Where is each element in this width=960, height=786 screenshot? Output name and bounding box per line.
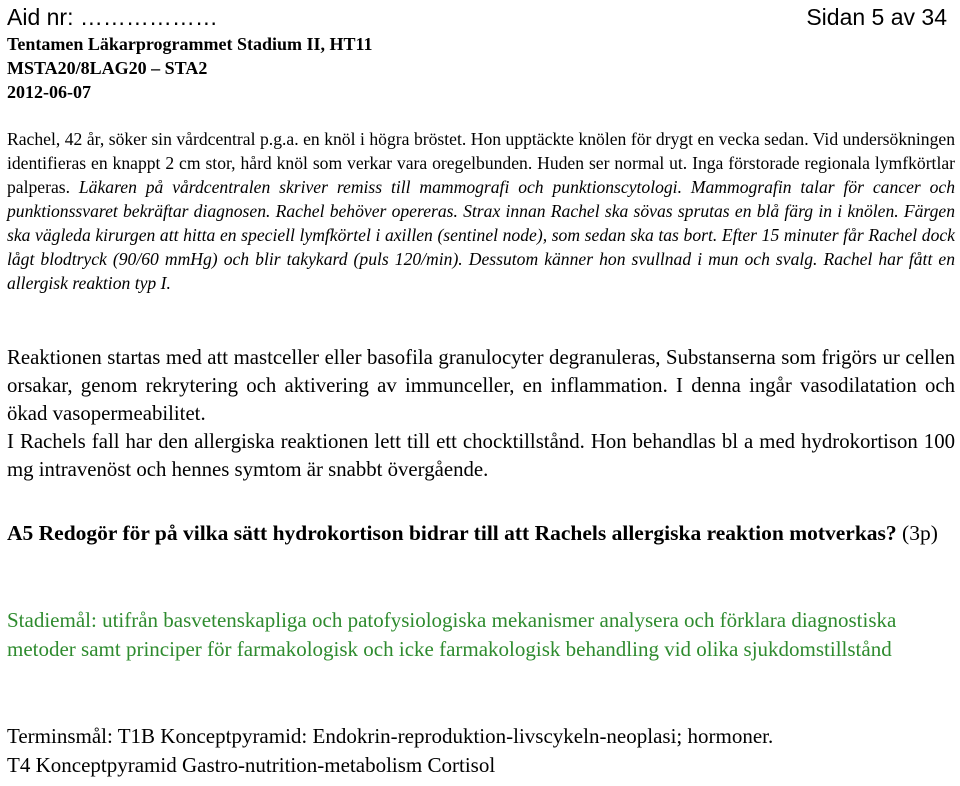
- answer-paragraph-1: Reaktionen startas med att mastceller eller basofila granulocyter degranuleras, Substanserna som frigörs ur cellen orsakar, genom rekrytering och aktivering av immunceller, en inflammation. I denna ingår vasodilatation och ökad vasopermeabilitet.: [7, 346, 955, 425]
- case-text-regular: Rachel, 42 år, söker sin vårdcentral p.g.a. en knöl i högra bröstet. Hon upptäckte knölen för drygt en vecka sedan. Vid undersökningen identifieras en knappt 2 cm stor, hård knöl som verkar vara oregelbunden. Huden ser normal ut. Inga förstorade regionala lymfkörtlar palperas.: [7, 129, 955, 197]
- term-goal-line-1: Terminsmål: T1B Konceptpyramid: Endokrin-reproduktion-livscykeln-neoplasi; hormoner.: [7, 724, 774, 748]
- answer-paragraph-2: I Rachels fall har den allergiska reaktionen lett till ett chocktillstånd. Hon behandlas bl a med hydrokortison 100 mg intravenöst och hennes symtom är snabbt övergående.: [7, 430, 955, 481]
- question-points: (3p): [896, 521, 938, 545]
- aid-number-label: Aid nr: ………………: [7, 4, 218, 30]
- stage-goal-text: Stadiemål: utifrån basvetenskapliga och patofysiologiska mekanismer analysera och förklara diagnostiska metoder samt principer för farmakologisk och icke farmakologisk behandling vid olika sjukdomstillstånd: [7, 608, 897, 661]
- question-text: A5 Redogör för på vilka sätt hydrokortison bidrar till att Rachels allergiska reaktion motverkas?: [7, 521, 897, 545]
- page-header: [7, 2, 955, 104]
- aid-line: [7, 2, 955, 32]
- case-text-italic: Läkaren på vårdcentralen skriver remiss till mammografi och punktionscytologi. Mammografin talar för cancer och punktionssvaret bekräftar diagnosen. Rachel behöver opereras. Strax innan Rachel ska sövas sprutas en blå färg in i knölen. Färgen ska vägleda kirurgen att hitta en speciell lymfkörtel i axillen (sentinel node), som sedan ska tas bort. Efter 15 minuter får Rachel dock lågt blodtryck (90/60 mmHg) och blir takykard (puls 120/min). Dessutom känner hon svullnad i mun och svalg. Rachel har fått en allergisk reaktion typ I.: [7, 177, 955, 293]
- page-number: Sidan 5 av 34: [806, 4, 947, 30]
- question-a5: [7, 519, 955, 548]
- case-description: [7, 127, 955, 295]
- term-goals: [7, 722, 955, 780]
- exam-title: Tentamen Läkarprogrammet Stadium II, HT11: [7, 34, 373, 54]
- exam-date: 2012-06-07: [7, 82, 91, 102]
- term-goal-line-2: T4 Konceptpyramid Gastro-nutrition-metabolism Cortisol: [7, 753, 496, 777]
- course-code: MSTA20/8LAG20 – STA2: [7, 58, 208, 78]
- stage-goal: [7, 606, 955, 664]
- answer-text: [7, 344, 955, 484]
